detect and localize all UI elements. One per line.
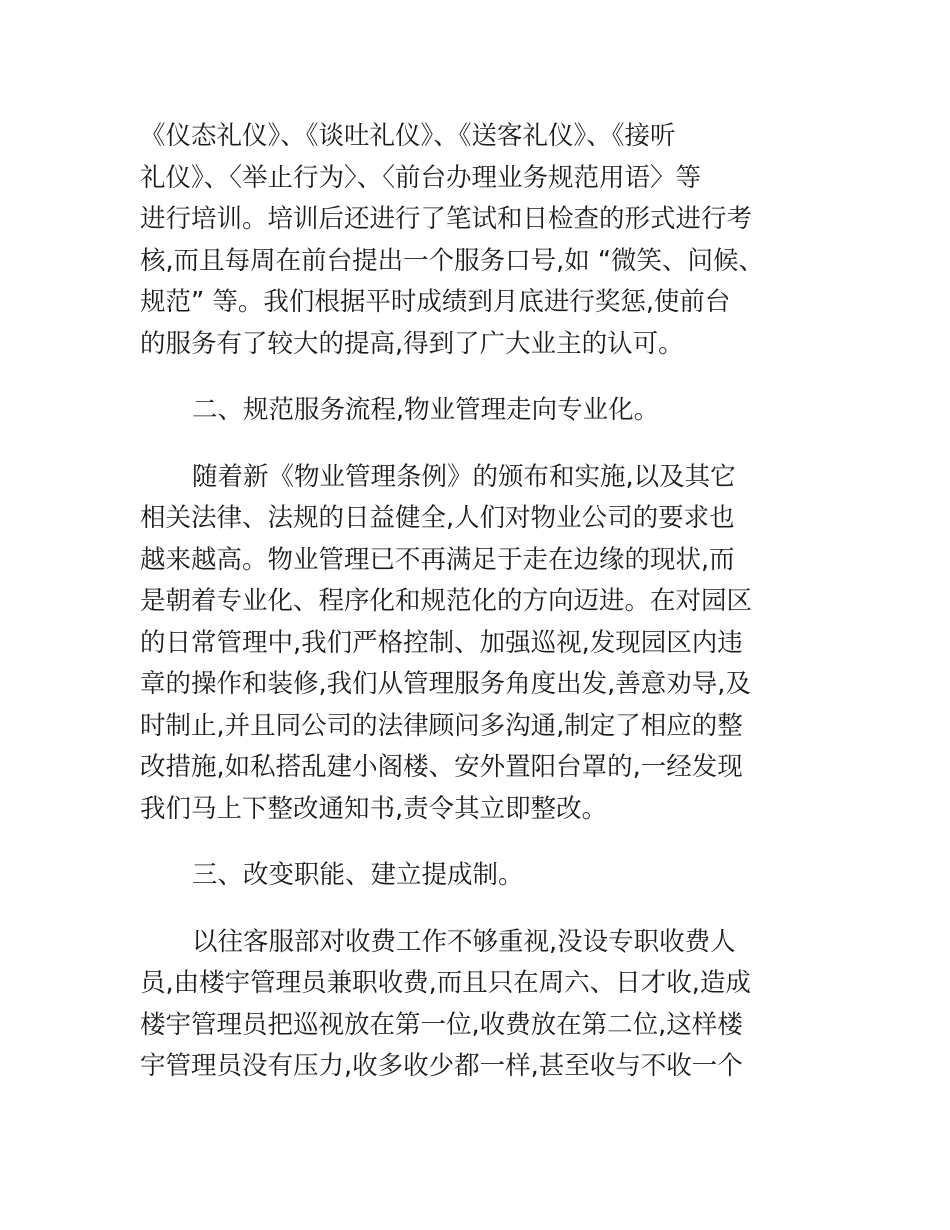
text-line: 章的操作和装修,我们从管理服务角度出发,善意劝导,及 — [140, 669, 751, 699]
paragraph-gap — [140, 897, 810, 922]
text-line: 以往客服部对收费工作不够重视,没设专职收费人 — [192, 926, 736, 957]
text-line: 规范” 等。我们根据平时成绩到月底进行奖惩,使前台 — [140, 287, 731, 317]
paragraph — [140, 116, 810, 365]
text-line: 员,由楼宇管理员兼职收费,而且只在周六、日才收,造成 — [140, 968, 751, 998]
text-line: 越来越高。物业管理已不再满足于走在边缘的现状,而 — [140, 544, 735, 575]
text-line: 的日常管理中,我们严格控制、加强巡视,发现园区内违 — [140, 627, 743, 658]
paragraph-gap — [140, 830, 810, 855]
paragraph — [140, 922, 810, 1088]
text-line: 时制止,并且同公司的法律顾问多沟通,制定了相应的整 — [140, 710, 743, 741]
text-line: 改措施,如私搭乱建小阁楼、安外置阳台罩的,一经发现 — [140, 752, 743, 782]
section-heading — [140, 390, 810, 432]
text-line: 随着新《物业管理条例》的颁布和实施,以及其它 — [192, 461, 736, 492]
text-line: 的服务有了较大的提高,得到了广大业主的认可。 — [140, 328, 684, 359]
heading-line: 二、规范服务流程,物业管理走向专业化。 — [192, 395, 660, 425]
text-line: 相关法律、法规的日益健全,人们对物业公司的要求也 — [140, 503, 735, 533]
text-line: 《仪态礼仪》、《谈吐礼仪》、《送客礼仪》、《接听 — [140, 121, 676, 151]
paragraph-gap — [140, 432, 810, 457]
section-heading — [140, 855, 810, 897]
heading-line: 三、改变职能、建立提成制。 — [192, 860, 524, 890]
text-line: 宇管理员没有压力,收多收少都一样,甚至收与不收一个 — [140, 1051, 743, 1081]
text-line: 核,而且每周在前台提出一个服务口号,如 “微笑、问候、 — [140, 245, 765, 276]
text-line: 礼仪》、〈举止行为〉、〈前台办理业务规范用语〉等 — [140, 162, 702, 193]
text-line: 是朝着专业化、程序化和规范化的方向迈进。在对园区 — [140, 586, 753, 616]
text-line: 我们马上下整改通知书,责令其立即整改。 — [140, 793, 608, 824]
text-line: 进行培训。培训后还进行了笔试和日检查的形式进行考 — [140, 204, 753, 234]
text-line: 楼宇管理员把巡视放在第一位,收费放在第二位,这样楼 — [140, 1009, 743, 1040]
document-body — [140, 116, 810, 1088]
paragraph — [140, 457, 810, 831]
paragraph-gap — [140, 365, 810, 390]
